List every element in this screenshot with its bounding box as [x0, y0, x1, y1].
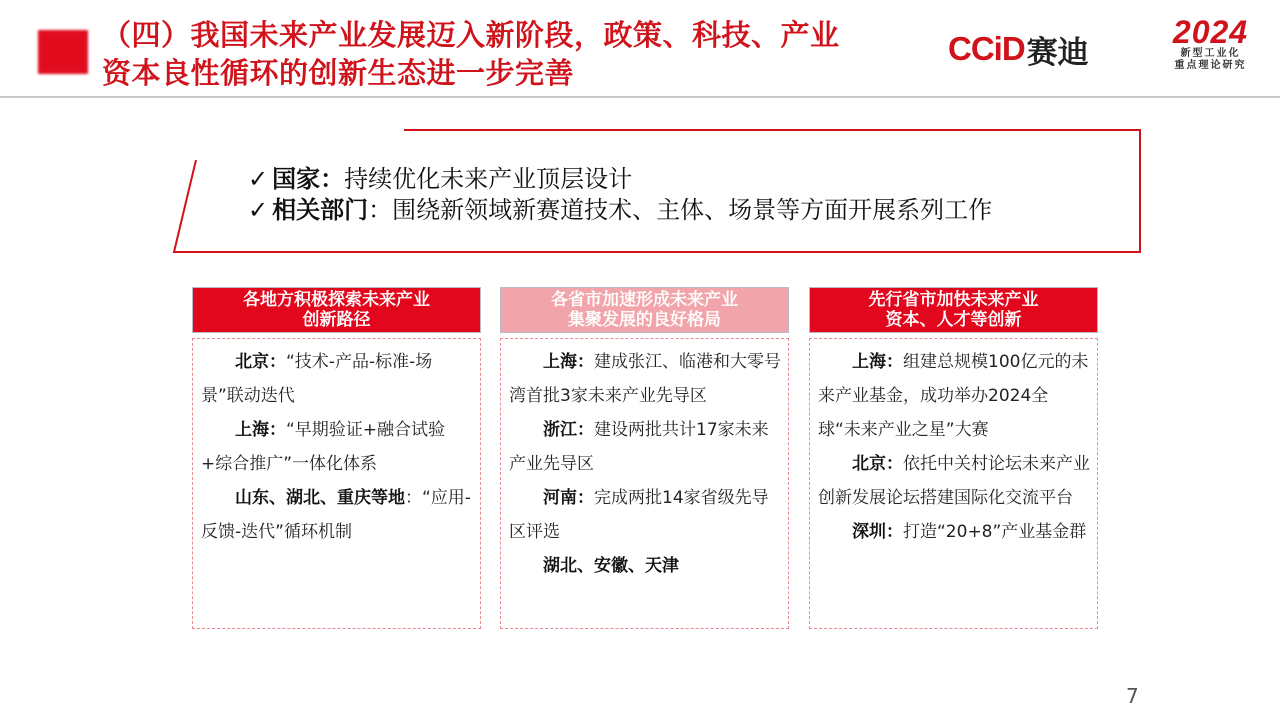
- column-cluster-development: [500, 287, 789, 629]
- column-header-line2: 创新路径: [302, 310, 371, 330]
- banner-item-key: 国家：: [272, 165, 345, 193]
- column-header-line1: 先行省市加快未来产业: [868, 290, 1039, 310]
- column-header-line1: 各地方积极探索未来产业: [243, 290, 430, 310]
- column-header: [809, 287, 1098, 333]
- entry-key: 上海：: [235, 420, 286, 440]
- year-logo-number: 2024: [1172, 14, 1249, 50]
- entry-key: 上海：: [852, 352, 903, 372]
- column-entry: [509, 413, 782, 481]
- entry-text: 依托中关村论坛未来产业创新发展论坛搭建国际化交流平台: [818, 454, 1090, 508]
- entry-key: 浙江：: [543, 420, 594, 440]
- column-header-line1: 各省市加速形成未来产业: [551, 290, 738, 310]
- column-local-exploration: [192, 287, 481, 629]
- column-entry: [818, 345, 1091, 447]
- banner-item-departments: [248, 195, 992, 226]
- entry-text: 建设两批共计17家未来产业先导区: [509, 420, 769, 474]
- banner-item-text: 持续优化未来产业顶层设计: [344, 165, 633, 193]
- entry-text: 组建总规模100亿元的未来产业基金，成功举办2024全球“未来产业之星”大赛: [818, 352, 1089, 440]
- column-entry: [201, 481, 474, 549]
- entry-key: 湖北、安徽、天津: [543, 556, 679, 576]
- entry-key: 深圳：: [852, 522, 903, 542]
- banner-item-national: [248, 164, 992, 195]
- ccid-logo-mark: CCiD: [948, 30, 1025, 67]
- column-header-line2: 集聚发展的良好格局: [568, 310, 721, 330]
- page-title-line2: 资本良性循环的创新生态进一步完善: [102, 56, 575, 90]
- column-body: [192, 338, 481, 629]
- column-header: [192, 287, 481, 333]
- page-title-line1: （四）我国未来产业发展迈入新阶段，政策、科技、产业: [102, 18, 840, 52]
- entry-text: 完成两批14家省级先导区评选: [509, 488, 769, 542]
- column-entry: [201, 413, 474, 481]
- check-icon: ✓: [248, 165, 269, 193]
- check-icon: ✓: [248, 196, 269, 224]
- column-entry: [509, 481, 782, 549]
- column-entry: [201, 345, 474, 413]
- entry-text: “早期验证+融合试验+综合推广”一体化体系: [201, 420, 446, 474]
- banner-item-key: 相关部门: [272, 196, 369, 224]
- banner-text: [248, 164, 992, 226]
- column-body: [500, 338, 789, 629]
- entry-key: 山东、湖北、重庆等地: [235, 488, 405, 508]
- entry-text: 打造“20+8”产业基金群: [903, 522, 1087, 542]
- column-body: [809, 338, 1098, 629]
- column-capital-talent: [809, 287, 1098, 629]
- ccid-logo-cn: 赛迪: [1026, 34, 1089, 71]
- year-logo-line2: 重点理论研究: [1174, 60, 1247, 71]
- entry-key: 河南：: [543, 488, 594, 508]
- entry-text: ：“应用-反馈-迭代”循环机制: [201, 488, 471, 542]
- page-number: 7: [1126, 684, 1139, 708]
- column-entry: [509, 549, 782, 583]
- entry-key: 北京：: [235, 352, 286, 372]
- entry-key: 上海：: [543, 352, 594, 372]
- banner-item-text: ：围绕新领域新赛道技术、主体、场景等方面开展系列工作: [368, 196, 993, 224]
- column-header-line2: 资本、人才等创新: [885, 310, 1022, 330]
- year-logo-line1: 新型工业化: [1180, 48, 1241, 59]
- entry-text: 建成张江、临港和大零号湾首批3家未来产业先导区: [509, 352, 781, 406]
- column-entry: [509, 345, 782, 413]
- entry-text: “技术-产品-标准-场景”联动迭代: [201, 352, 433, 406]
- column-header: [500, 287, 789, 333]
- column-entry: [818, 515, 1091, 549]
- column-entry: [818, 447, 1091, 515]
- entry-key: 北京：: [852, 454, 903, 474]
